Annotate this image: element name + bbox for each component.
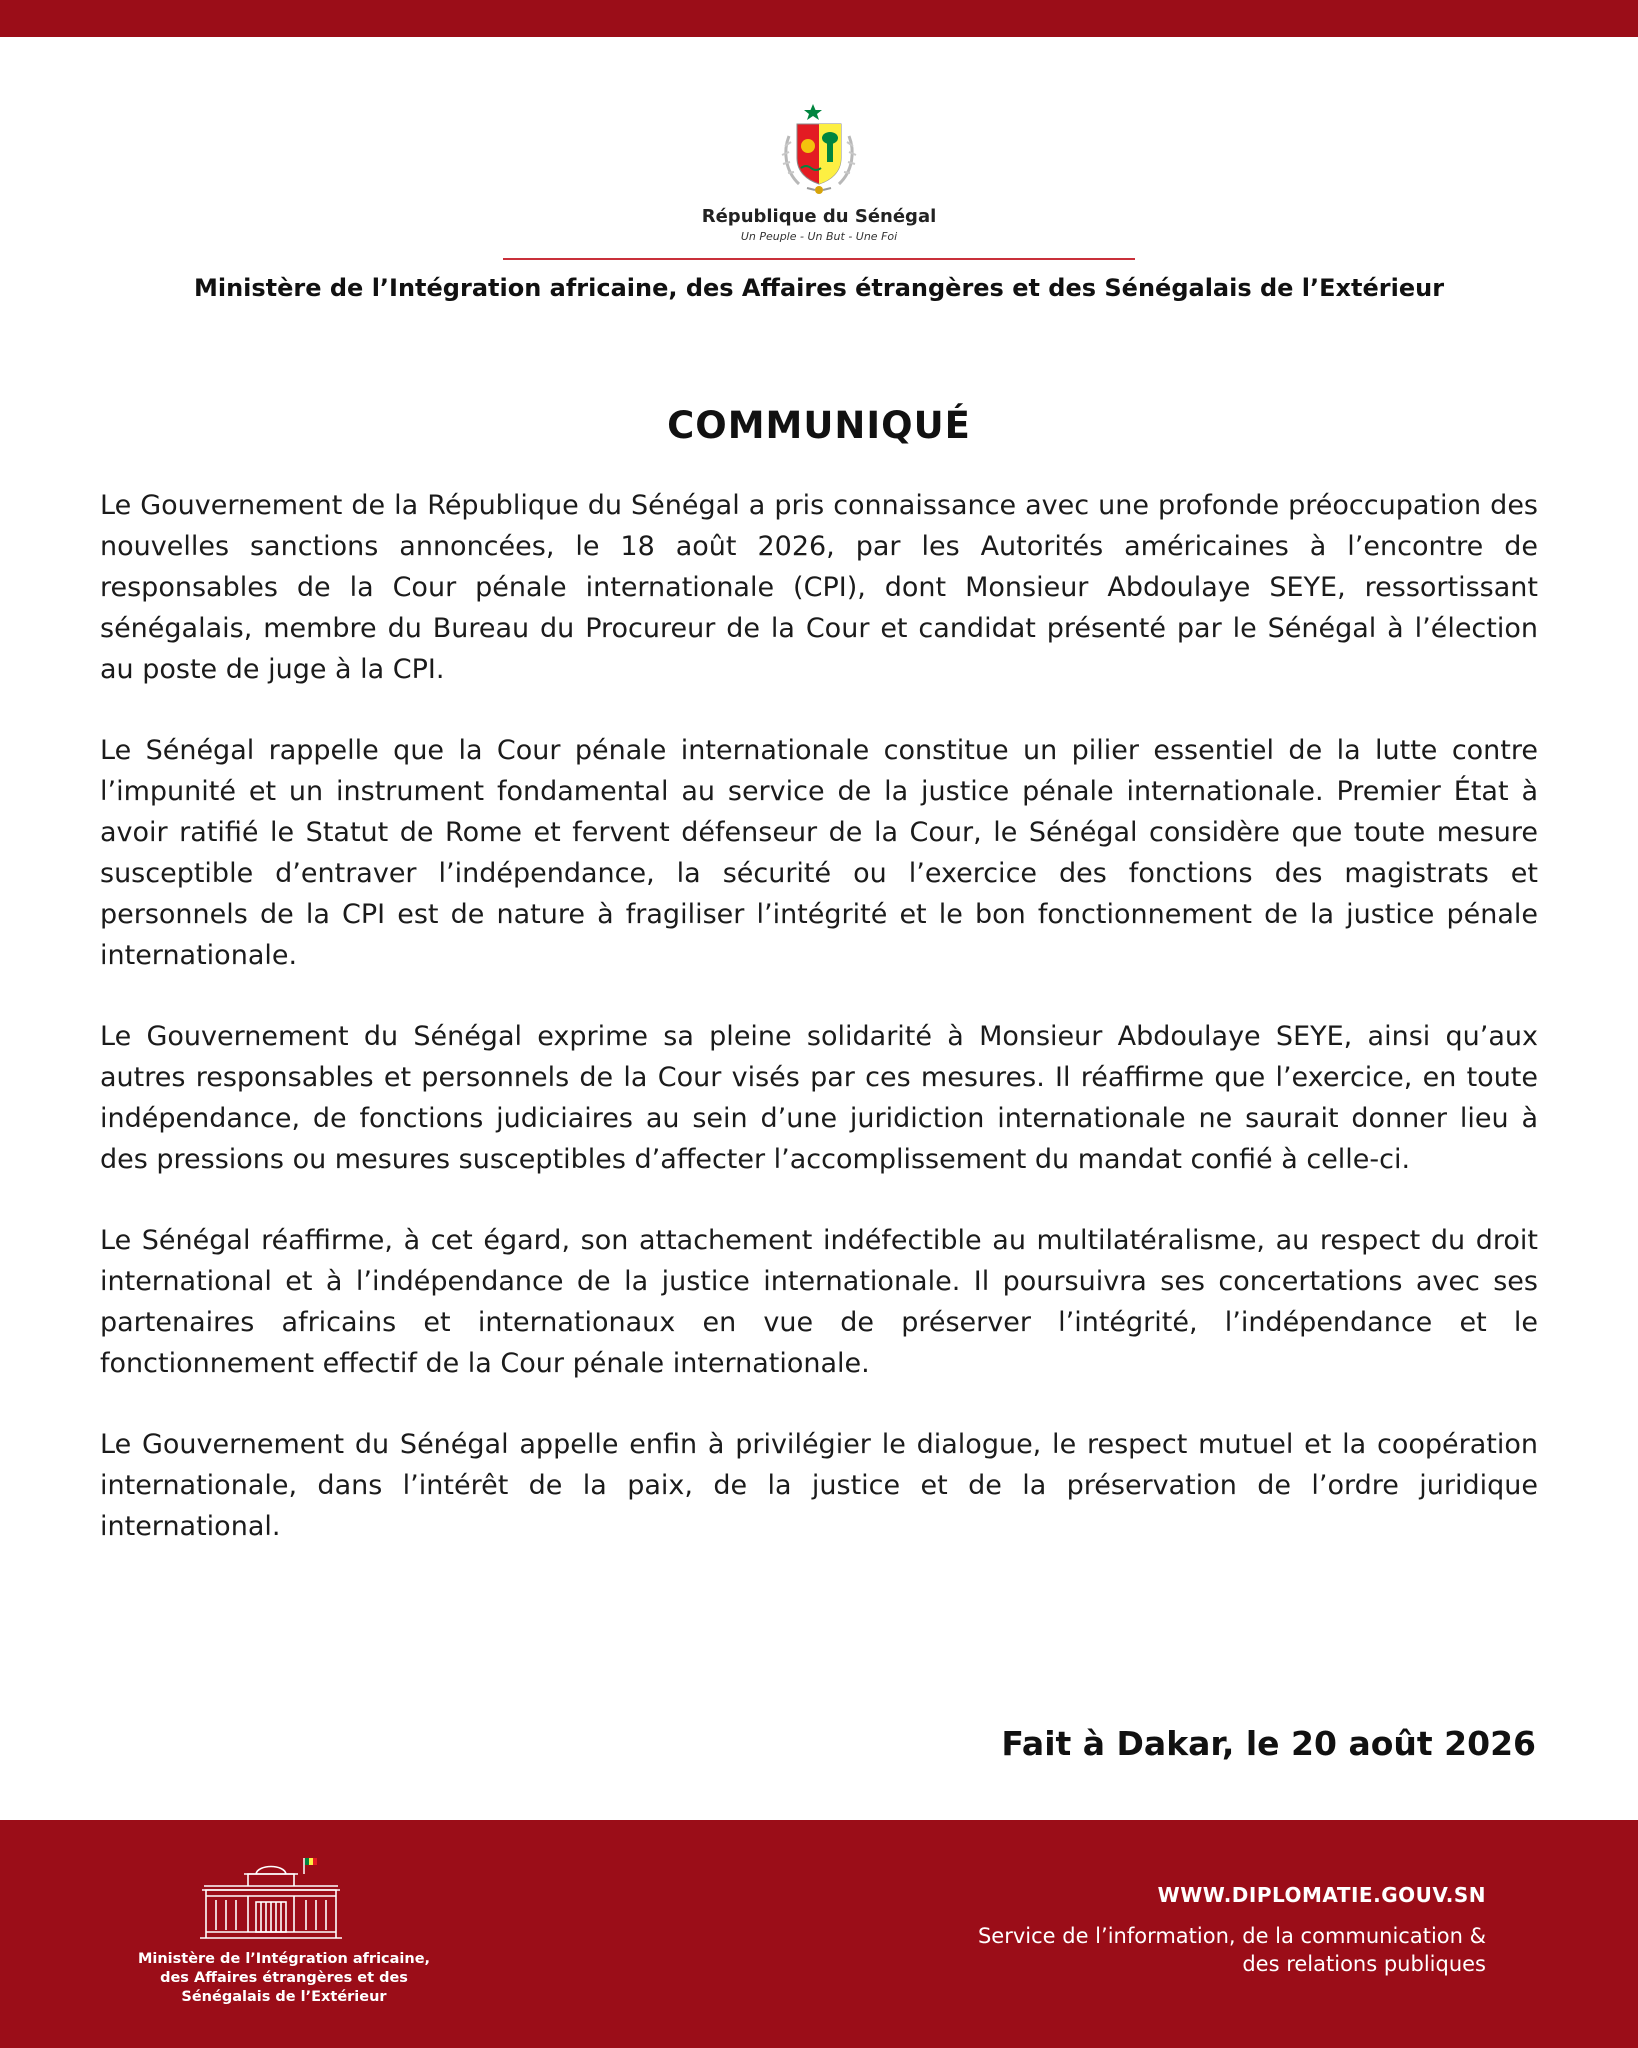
document-title: COMMUNIQUÉ <box>667 404 971 447</box>
paragraph: Le Gouvernement du Sénégal appelle enfin à privilégier le dialogue, le respect mutuel et la coopération internationale, dans l’intérêt de la paix, de la justice et de la préservation de l’ordre juridique international. <box>100 1429 1538 1542</box>
signoff-date: Fait à Dakar, le 20 août 2026 <box>1001 1724 1536 1763</box>
paragraph: Le Gouvernement de la République du Sénégal a pris connaissance avec une profonde préoccupation des nouvelles sanctions annoncées, le 18 août 2026, par les Autorités américaines à l’encontre de responsables de la Cour pénale internationale (CPI), dont Monsieur Abdoulaye SEYE, ressortissant sénégalais, membre du Bureau du Procureur de la Cour et candidat présenté par le Sénégal à l’élection au poste de juge à la CPI. <box>100 490 1538 685</box>
republic-name: République du Sénégal <box>701 206 937 227</box>
national-motto: Un Peuple - Un But - Une Foi <box>740 230 898 243</box>
ministry-building-icon <box>196 1856 346 1940</box>
footer-ministry-line: Ministère de l’Intégration africaine, <box>137 1951 431 1967</box>
website-link[interactable]: WWW.DIPLOMATIE.GOUV.SN <box>1157 1883 1486 1907</box>
paragraph: Le Gouvernement du Sénégal exprime sa pleine solidarité à Monsieur Abdoulaye SEYE, ainsi qu’aux autres responsables et personnels de la Cour visés par ces mesures. Il réaffirme que l’exercice, en toute indépendance, de fonctions judiciaires au sein d’une juridiction internationale ne saurait donner lieu à des pressions ou mesures susceptibles d’affecter l’accomplissement du mandat confié à celle-ci. <box>100 1021 1538 1175</box>
coat-of-arms-icon <box>769 96 869 198</box>
service-line: des relations publiques <box>1242 1952 1486 1976</box>
header-divider <box>503 258 1135 260</box>
service-name <box>886 1922 1486 1978</box>
paragraph: Le Sénégal rappelle que la Cour pénale internationale constitue un pilier essentiel de la lutte contre l’impunité et un instrument fondamental au service de la justice pénale internationale. Premier État à avoir ratifié le Statut de Rome et fervent défenseur de la Cour, le Sénégal considère que toute mesure susceptible d’entraver l’indépendance, la sécurité ou l’exercice des fonctions des magistrats et personnels de la CPI est de nature à fragiliser l’intégrité et le bon fonctionnement de la justice pénale internationale. <box>100 735 1538 971</box>
paragraph: Le Sénégal réaffirme, à cet égard, son attachement indéfectible au multilatéralisme, au respect du droit international et à l’indépendance de la justice internationale. Il poursuivra ses concertations avec ses partenaires africains et internationaux en vue de préserver l’intégrité, l’indépendance et le fonctionnement effectif de la Cour pénale internationale. <box>100 1225 1538 1379</box>
footer-ministry-name <box>134 1950 434 2007</box>
footer-ministry-line: des Affaires étrangères et des <box>160 1970 408 1986</box>
ministry-title: Ministère de l’Intégration africaine, des Affaires étrangères et des Sénégalais de l’Extérieur <box>193 274 1445 302</box>
communique-body <box>100 485 1538 1587</box>
top-band <box>0 0 1638 37</box>
service-line: Service de l’information, de la communication & <box>977 1924 1486 1948</box>
footer-ministry-line: Sénégalais de l’Extérieur <box>181 1989 387 2005</box>
